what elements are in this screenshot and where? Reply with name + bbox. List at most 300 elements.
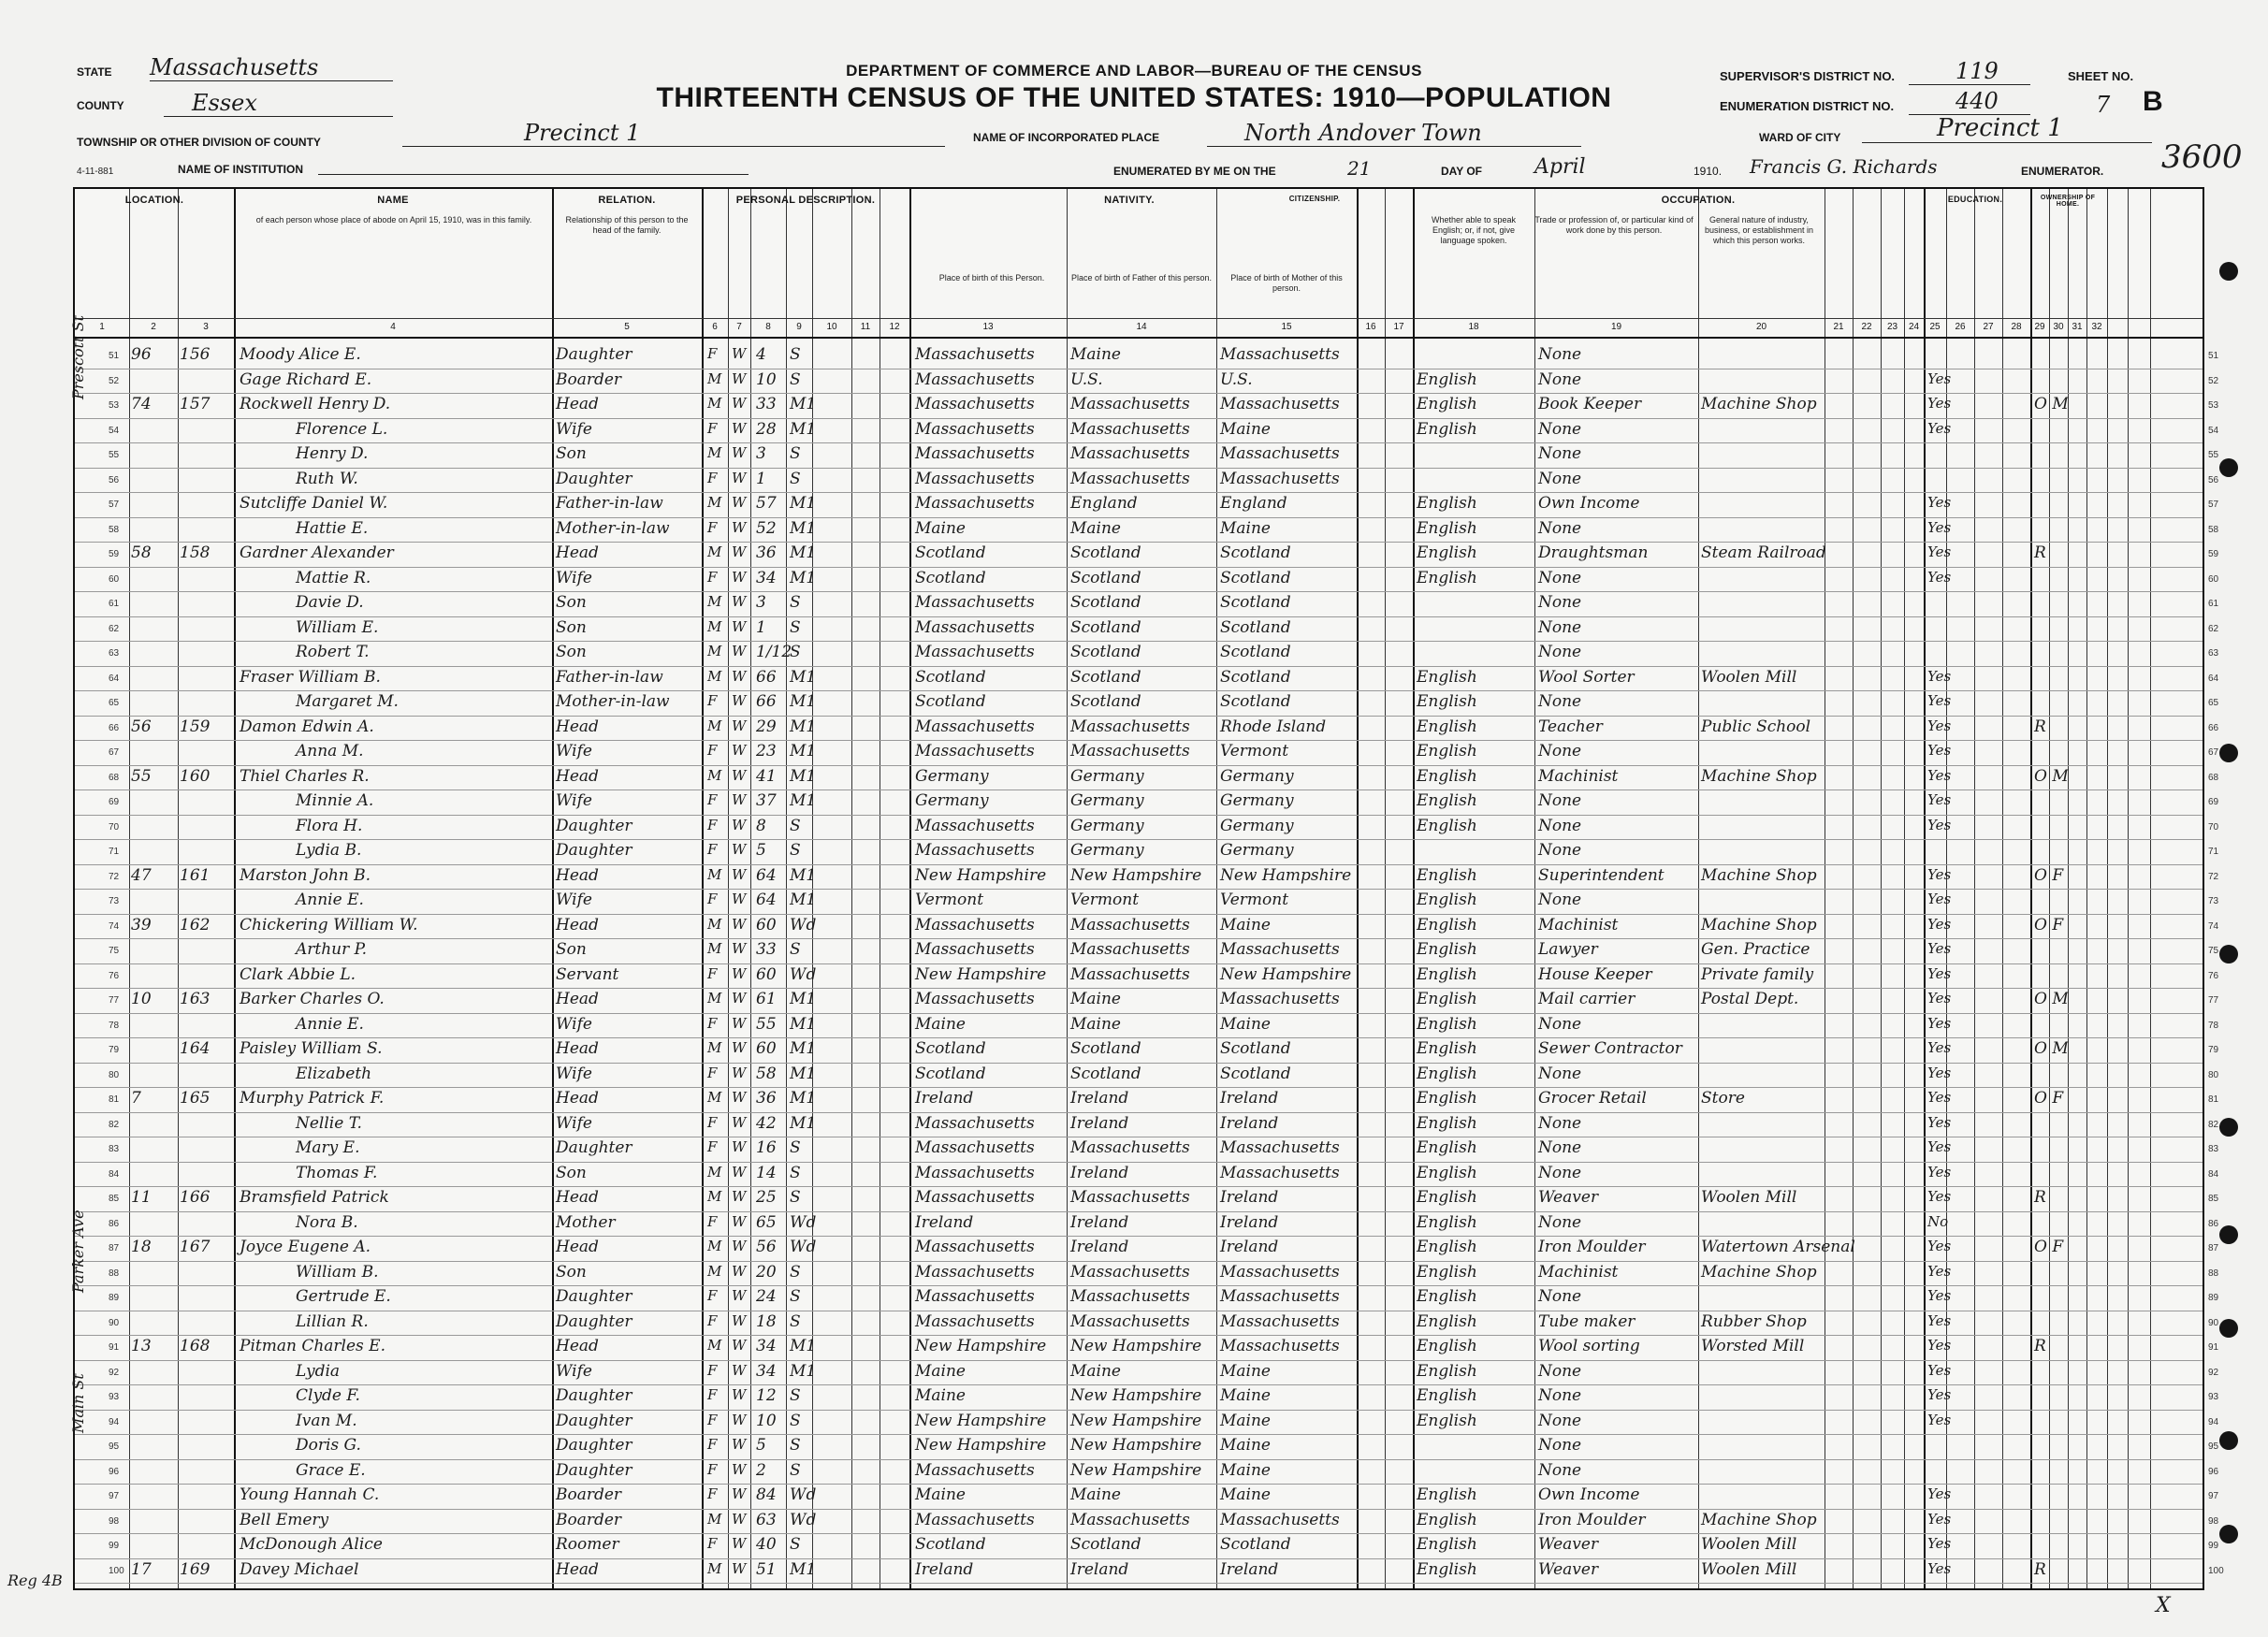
cell-trade: Iron Moulder bbox=[1538, 1510, 1646, 1529]
cell-own: R bbox=[2034, 543, 2046, 562]
cell-birth: Ireland bbox=[915, 1212, 974, 1232]
enumeration-value: 440 bbox=[1909, 88, 2030, 115]
cell-birth: Scotland bbox=[915, 1039, 986, 1058]
cell-relation: Wife bbox=[556, 1113, 592, 1133]
cell-sex: M bbox=[707, 990, 722, 1007]
line-number-left: 82 bbox=[109, 1119, 120, 1130]
row-rule bbox=[75, 567, 2203, 568]
cell-birth: Massachusetts bbox=[915, 1238, 1035, 1256]
cell-birth: Scotland bbox=[915, 568, 986, 587]
line-number-left: 78 bbox=[109, 1020, 120, 1031]
cell-age: 5 bbox=[756, 841, 766, 860]
binder-hole-1 bbox=[2219, 262, 2238, 281]
supervisor-label: SUPERVISOR'S DISTRICT NO. bbox=[1720, 69, 1896, 83]
cell-birth: Massachusetts bbox=[915, 345, 1035, 364]
cell-dwelling: 7 bbox=[131, 1089, 141, 1108]
line-number-left: 85 bbox=[109, 1194, 120, 1204]
line-number-left: 51 bbox=[109, 351, 120, 361]
row-rule bbox=[75, 839, 2203, 840]
cell-mother: Maine bbox=[1220, 1386, 1271, 1405]
cell-father: U.S. bbox=[1070, 369, 1103, 389]
cell-marital: M1 bbox=[790, 791, 817, 810]
cell-mother: Germany bbox=[1220, 791, 1294, 810]
cell-mother: Ireland bbox=[1220, 1089, 1279, 1108]
cell-father: Maine bbox=[1070, 990, 1121, 1008]
cell-own: R bbox=[2034, 1188, 2046, 1207]
cell-marital: M1 bbox=[790, 1113, 817, 1133]
cell-relation: Mother-in-law bbox=[556, 692, 670, 711]
line-number: 75 bbox=[2208, 946, 2219, 956]
cell-race: W bbox=[732, 1411, 747, 1428]
line-number-left: 80 bbox=[109, 1069, 120, 1080]
cell-mother: Maine bbox=[1220, 1361, 1271, 1381]
line-number-left: 62 bbox=[109, 623, 120, 634]
cell-name: William B. bbox=[296, 1262, 379, 1282]
line-number-left: 90 bbox=[109, 1317, 120, 1328]
row-rule bbox=[75, 1558, 2203, 1559]
cell-race: W bbox=[732, 1039, 747, 1056]
cell-name: Rockwell Henry D. bbox=[240, 395, 391, 413]
cell-race: W bbox=[732, 1163, 747, 1181]
cell-dwelling: 13 bbox=[131, 1337, 152, 1355]
line-number: 99 bbox=[2208, 1541, 2219, 1551]
cell-industry: Watertown Arsenal bbox=[1701, 1238, 1855, 1256]
cell-age: 5 bbox=[756, 1436, 766, 1455]
cell-marital: M1 bbox=[790, 1337, 817, 1355]
cell-marital: S bbox=[790, 841, 801, 860]
cell-birth: Maine bbox=[915, 1361, 966, 1381]
cell-sex: M bbox=[707, 369, 722, 387]
cell-father: Ireland bbox=[1070, 1238, 1129, 1256]
column-number: 7 bbox=[736, 322, 742, 332]
cell-age: 36 bbox=[756, 543, 777, 562]
line-number-left: 88 bbox=[109, 1268, 120, 1279]
cell-marital: S bbox=[790, 816, 801, 835]
column-number: 11 bbox=[860, 322, 871, 332]
column-number: 2 bbox=[151, 322, 156, 332]
cell-sex: F bbox=[707, 1311, 718, 1329]
group-occupation: OCCUPATION. bbox=[1661, 195, 1736, 206]
cell-industry: Worsted Mill bbox=[1701, 1337, 1805, 1355]
cell-name: Paisley William S. bbox=[240, 1039, 383, 1058]
state-value: Massachusetts bbox=[150, 54, 393, 81]
cell-name: Fraser William B. bbox=[240, 667, 381, 687]
cell-race: W bbox=[732, 964, 747, 982]
cell-race: W bbox=[732, 1113, 747, 1131]
line-number: 74 bbox=[2208, 920, 2219, 932]
cell-age: 40 bbox=[756, 1535, 777, 1554]
line-number: 72 bbox=[2208, 871, 2219, 882]
cell-race: W bbox=[732, 593, 747, 610]
column-number: 12 bbox=[889, 322, 900, 332]
cell-age: 12 bbox=[756, 1386, 777, 1405]
cell-race: W bbox=[732, 766, 747, 784]
cell-father: Germany bbox=[1070, 816, 1144, 835]
cell-father: Scotland bbox=[1070, 617, 1141, 637]
sheet-letter: B bbox=[2143, 86, 2163, 117]
cell-sex: F bbox=[707, 1460, 718, 1478]
row-rule bbox=[75, 1335, 2203, 1336]
column-number: 14 bbox=[1136, 322, 1147, 332]
row-rule bbox=[75, 1360, 2203, 1361]
cell-father: Maine bbox=[1070, 1361, 1121, 1381]
cell-own: R bbox=[2034, 1559, 2046, 1579]
cell-father: Scotland bbox=[1070, 1064, 1141, 1083]
line-number: 94 bbox=[2208, 1416, 2219, 1427]
line-number-left: 99 bbox=[109, 1541, 120, 1551]
cell-name: Anna M. bbox=[296, 742, 364, 761]
cell-trade: None bbox=[1538, 469, 1582, 488]
cell-sex: M bbox=[707, 444, 722, 461]
cell-father: Massachusetts bbox=[1070, 1287, 1190, 1306]
cell-edu: Yes bbox=[1927, 369, 1952, 387]
cell-age: 66 bbox=[756, 692, 777, 711]
binder-hole-7 bbox=[2219, 1319, 2238, 1338]
cell-trade: Sewer Contractor bbox=[1538, 1039, 1682, 1058]
cell-sex: F bbox=[707, 742, 718, 759]
cell-birth: Scotland bbox=[915, 692, 986, 711]
cell-birth: Massachusetts bbox=[915, 1311, 1035, 1331]
line-number-left: 69 bbox=[109, 797, 120, 807]
cell-race: W bbox=[732, 1138, 747, 1155]
cell-age: 37 bbox=[756, 791, 777, 810]
line-number-left: 52 bbox=[109, 375, 120, 386]
cell-age: 63 bbox=[756, 1510, 777, 1529]
cell-lang: English bbox=[1417, 865, 1477, 885]
cell-trade: None bbox=[1538, 1212, 1582, 1232]
cell-industry: Store bbox=[1701, 1089, 1745, 1108]
cell-name: Gertrude E. bbox=[296, 1287, 391, 1306]
row-rule bbox=[75, 1087, 2203, 1088]
cell-relation: Son bbox=[556, 593, 587, 612]
cell-lang: English bbox=[1417, 915, 1477, 934]
group-location: LOCATION. bbox=[124, 195, 184, 206]
cell-mother: Massachusetts bbox=[1220, 444, 1340, 463]
cell-marital: S bbox=[790, 444, 801, 463]
cell-sex: F bbox=[707, 1535, 718, 1552]
ward-label: WARD OF CITY bbox=[1759, 131, 1841, 144]
cell-relation: Mother-in-law bbox=[556, 518, 670, 538]
row-rule bbox=[75, 1384, 2203, 1385]
column-number: 15 bbox=[1281, 322, 1292, 332]
cell-trade: None bbox=[1538, 345, 1582, 364]
row-rule bbox=[75, 418, 2203, 419]
row-rule bbox=[75, 442, 2203, 443]
cell-lang: English bbox=[1417, 1361, 1477, 1381]
cell-race: W bbox=[732, 643, 747, 659]
line-number: 89 bbox=[2208, 1293, 2219, 1303]
cell-lang: English bbox=[1417, 1064, 1477, 1083]
binder-hole-9 bbox=[2219, 1525, 2238, 1543]
cell-father: Scotland bbox=[1070, 1039, 1141, 1058]
line-number-left: 89 bbox=[109, 1293, 120, 1303]
cell-relation: Son bbox=[556, 444, 587, 463]
cell-lang: English bbox=[1417, 1510, 1477, 1529]
cell-age: 58 bbox=[756, 1064, 777, 1083]
line-number: 63 bbox=[2208, 648, 2219, 659]
cell-industry: Woolen Mill bbox=[1701, 1535, 1797, 1554]
cell-mother: Germany bbox=[1220, 766, 1294, 786]
cell-relation: Father-in-law bbox=[556, 667, 663, 687]
cell-edu: Yes bbox=[1927, 568, 1952, 586]
row-rule bbox=[75, 1037, 2203, 1038]
cell-race: W bbox=[732, 395, 747, 412]
cell-father: Massachusetts bbox=[1070, 717, 1190, 736]
row-rule bbox=[75, 1236, 2203, 1237]
line-number: 65 bbox=[2208, 698, 2219, 708]
line-number: 92 bbox=[2208, 1367, 2219, 1378]
line-number-left: 92 bbox=[109, 1367, 120, 1378]
row-rule bbox=[75, 1013, 2203, 1014]
cell-lang: English bbox=[1417, 1089, 1477, 1108]
cell-dwelling: 96 bbox=[131, 345, 152, 364]
cell-father: Massachusetts bbox=[1070, 940, 1190, 959]
cell-mother: Ireland bbox=[1220, 1212, 1279, 1232]
column-number: 26 bbox=[1955, 322, 1966, 332]
line-number: 85 bbox=[2208, 1194, 2219, 1204]
cell-mother: Maine bbox=[1220, 1014, 1271, 1034]
cell-mother: Maine bbox=[1220, 915, 1271, 934]
cell-edu: Yes bbox=[1927, 964, 1952, 982]
line-number-left: 55 bbox=[109, 450, 120, 460]
cell-race: W bbox=[732, 1460, 747, 1478]
cell-marital: Wd bbox=[790, 1510, 817, 1529]
cell-age: 16 bbox=[756, 1138, 777, 1157]
cell-mother: Massachusetts bbox=[1220, 469, 1340, 488]
cell-marital: S bbox=[790, 617, 801, 637]
cell-age: 84 bbox=[756, 1485, 777, 1504]
cell-trade: None bbox=[1538, 1064, 1582, 1083]
cell-marital: M1 bbox=[790, 990, 817, 1008]
cell-relation: Head bbox=[556, 990, 599, 1008]
cell-industry: Woolen Mill bbox=[1701, 1188, 1797, 1207]
cell-marital: S bbox=[790, 1386, 801, 1405]
cell-birth: New Hampshire bbox=[915, 1436, 1047, 1455]
cell-trade: None bbox=[1538, 593, 1582, 612]
cell-lang: English bbox=[1417, 1212, 1477, 1232]
cell-marital: M1 bbox=[790, 543, 817, 562]
cell-relation: Head bbox=[556, 543, 599, 562]
industry-heading: General nature of industry, business, or establishment in which this person works. bbox=[1704, 215, 1814, 245]
cell-race: W bbox=[732, 1089, 747, 1106]
row-rule bbox=[75, 740, 2203, 741]
census-sheet bbox=[69, 187, 2224, 1590]
cell-father: New Hampshire bbox=[1070, 1436, 1202, 1455]
cell-trade: None bbox=[1538, 1460, 1582, 1480]
cell-marital: M1 bbox=[790, 1559, 817, 1579]
cell-marital: S bbox=[790, 1311, 801, 1331]
sheet-value: 7 bbox=[2096, 92, 2111, 118]
cell-trade: None bbox=[1538, 1163, 1582, 1182]
enumerated-label: ENUMERATED BY ME ON THE bbox=[1113, 165, 1276, 178]
cell-race: W bbox=[732, 1262, 747, 1280]
cell-sex: M bbox=[707, 1559, 722, 1577]
cell-edu: Yes bbox=[1927, 1238, 1952, 1254]
cell-marital: M1 bbox=[790, 1014, 817, 1034]
cell-dwelling: 74 bbox=[131, 395, 152, 413]
cell-mother: Massachusetts bbox=[1220, 940, 1340, 959]
cell-mother: Scotland bbox=[1220, 593, 1291, 612]
cell-sex: F bbox=[707, 1212, 718, 1230]
cell-own: O M bbox=[2034, 990, 2069, 1008]
cell-industry: Machine Shop bbox=[1701, 1262, 1817, 1282]
cell-sex: F bbox=[707, 345, 718, 362]
cell-name: William E. bbox=[296, 617, 379, 637]
cell-age: 1/12 bbox=[756, 643, 792, 661]
street-note-prescott: Prescott St bbox=[69, 314, 87, 399]
cell-relation: Son bbox=[556, 940, 587, 959]
cell-name: Clyde F. bbox=[296, 1386, 360, 1405]
row-rule bbox=[75, 716, 2203, 717]
cell-race: W bbox=[732, 1212, 747, 1230]
cell-mother: Scotland bbox=[1220, 568, 1291, 587]
cell-marital: M1 bbox=[790, 568, 817, 587]
line-number-left: 100 bbox=[109, 1565, 124, 1576]
line-number-left: 97 bbox=[109, 1491, 120, 1501]
cell-race: W bbox=[732, 865, 747, 883]
cell-birth: Massachusetts bbox=[915, 841, 1035, 860]
cell-industry: Machine Shop bbox=[1701, 865, 1817, 885]
cell-dwelling: 11 bbox=[131, 1188, 152, 1207]
cell-father: New Hampshire bbox=[1070, 1386, 1202, 1405]
row-rule bbox=[75, 591, 2203, 592]
cell-mother: Scotland bbox=[1220, 1064, 1291, 1083]
line-number-left: 81 bbox=[109, 1094, 120, 1105]
cell-age: 14 bbox=[756, 1163, 777, 1182]
cell-name: Gardner Alexander bbox=[240, 543, 394, 562]
line-number: 93 bbox=[2208, 1392, 2219, 1402]
cell-trade: None bbox=[1538, 1411, 1582, 1430]
enumerator-value: Francis G. Richards bbox=[1750, 155, 1938, 178]
cell-name: Bell Emery bbox=[240, 1510, 329, 1529]
street-note-parker: Parker Ave bbox=[69, 1210, 87, 1293]
cell-trade: None bbox=[1538, 816, 1582, 835]
cell-own: O F bbox=[2034, 865, 2064, 885]
cell-age: 41 bbox=[756, 766, 777, 786]
cell-edu: Yes bbox=[1927, 1039, 1952, 1056]
line-number: 52 bbox=[2208, 375, 2219, 386]
cell-name: Clark Abbie L. bbox=[240, 964, 356, 984]
cell-edu: Yes bbox=[1927, 1386, 1952, 1403]
cell-mother: Massachusetts bbox=[1220, 1262, 1340, 1282]
cell-age: 42 bbox=[756, 1113, 777, 1133]
cell-age: 4 bbox=[756, 345, 766, 364]
column-number: 23 bbox=[1886, 322, 1898, 332]
cell-lang: English bbox=[1417, 742, 1477, 761]
cell-race: W bbox=[732, 1064, 747, 1081]
cell-race: W bbox=[732, 1386, 747, 1403]
cell-sex: M bbox=[707, 395, 722, 412]
line-number-left: 93 bbox=[109, 1392, 120, 1402]
line-number: 56 bbox=[2208, 474, 2219, 485]
cell-mother: Ireland bbox=[1220, 1188, 1279, 1207]
cell-lang: English bbox=[1417, 1485, 1477, 1504]
row-rule bbox=[75, 393, 2203, 394]
row-rule bbox=[75, 988, 2203, 989]
row-rule bbox=[75, 1484, 2203, 1485]
cell-marital: S bbox=[790, 643, 801, 661]
cell-industry: Machine Shop bbox=[1701, 395, 1817, 413]
cell-name: Damon Edwin A. bbox=[240, 717, 374, 736]
cell-family: 163 bbox=[180, 990, 211, 1008]
cell-own: R bbox=[2034, 717, 2046, 736]
cell-name: Gage Richard E. bbox=[240, 369, 372, 389]
cell-trade: Book Keeper bbox=[1538, 395, 1642, 413]
cell-mother: New Hampshire bbox=[1220, 964, 1352, 984]
cell-marital: M1 bbox=[790, 667, 817, 687]
cell-name: Lillian R. bbox=[296, 1311, 369, 1331]
cell-relation: Father-in-law bbox=[556, 494, 663, 513]
cell-relation: Daughter bbox=[556, 1311, 632, 1331]
cell-age: 23 bbox=[756, 742, 777, 761]
line-number: 79 bbox=[2208, 1045, 2219, 1055]
column-number: 32 bbox=[2091, 322, 2102, 332]
column-number: 19 bbox=[1610, 322, 1622, 332]
cell-dwelling: 47 bbox=[131, 865, 152, 885]
cell-mother: Ireland bbox=[1220, 1238, 1279, 1256]
cell-name: Pitman Charles E. bbox=[240, 1337, 385, 1355]
cell-lang: English bbox=[1417, 692, 1477, 711]
cell-edu: Yes bbox=[1927, 1337, 1952, 1354]
cell-sex: F bbox=[707, 419, 718, 437]
cell-mother: Vermont bbox=[1220, 742, 1289, 761]
cell-race: W bbox=[732, 419, 747, 437]
line-number: 54 bbox=[2208, 425, 2219, 436]
cell-age: 64 bbox=[756, 891, 777, 909]
corner-number: 3600 bbox=[2161, 138, 2243, 176]
cell-mother: Scotland bbox=[1220, 692, 1291, 711]
column-number: 3 bbox=[203, 322, 209, 332]
cell-relation: Daughter bbox=[556, 345, 632, 364]
cell-race: W bbox=[732, 469, 747, 486]
line-number-left: 77 bbox=[109, 995, 120, 1006]
cell-edu: Yes bbox=[1927, 1411, 1952, 1428]
cell-birth: New Hampshire bbox=[915, 865, 1047, 885]
cell-marital: M1 bbox=[790, 717, 817, 736]
column-number: 13 bbox=[982, 322, 994, 332]
cell-sex: M bbox=[707, 1337, 722, 1354]
cell-marital: M1 bbox=[790, 494, 817, 513]
cell-name: Barker Charles O. bbox=[240, 990, 385, 1008]
group-education: EDUCATION. bbox=[1947, 195, 2003, 204]
cell-father: Massachusetts bbox=[1070, 1510, 1190, 1529]
cell-trade: None bbox=[1538, 891, 1582, 909]
cell-father: Vermont bbox=[1070, 891, 1140, 909]
cell-marital: S bbox=[790, 940, 801, 959]
header-rule bbox=[75, 337, 2203, 339]
cell-sex: M bbox=[707, 1089, 722, 1106]
line-number: 57 bbox=[2208, 500, 2219, 510]
cell-father: Scotland bbox=[1070, 543, 1141, 562]
cell-name: Flora H. bbox=[296, 816, 363, 835]
line-number: 76 bbox=[2208, 970, 2219, 981]
binder-hole-5 bbox=[2219, 1118, 2238, 1137]
cell-birth: Massachusetts bbox=[915, 717, 1035, 736]
cell-name: Ruth W. bbox=[296, 469, 358, 488]
column-number: 18 bbox=[1468, 322, 1479, 332]
cell-trade: None bbox=[1538, 643, 1582, 661]
birth-father-heading: Place of birth of Father of this person. bbox=[1070, 273, 1213, 282]
cell-birth: Vermont bbox=[915, 891, 984, 909]
cell-birth: Massachusetts bbox=[915, 395, 1035, 413]
line-number-left: 87 bbox=[109, 1243, 120, 1253]
cell-mother: Maine bbox=[1220, 1485, 1271, 1504]
cell-father: Scotland bbox=[1070, 1535, 1141, 1554]
cell-race: W bbox=[732, 494, 747, 511]
cell-birth: Maine bbox=[915, 1485, 966, 1504]
cell-lang: English bbox=[1417, 1014, 1477, 1034]
cell-trade: None bbox=[1538, 742, 1582, 761]
